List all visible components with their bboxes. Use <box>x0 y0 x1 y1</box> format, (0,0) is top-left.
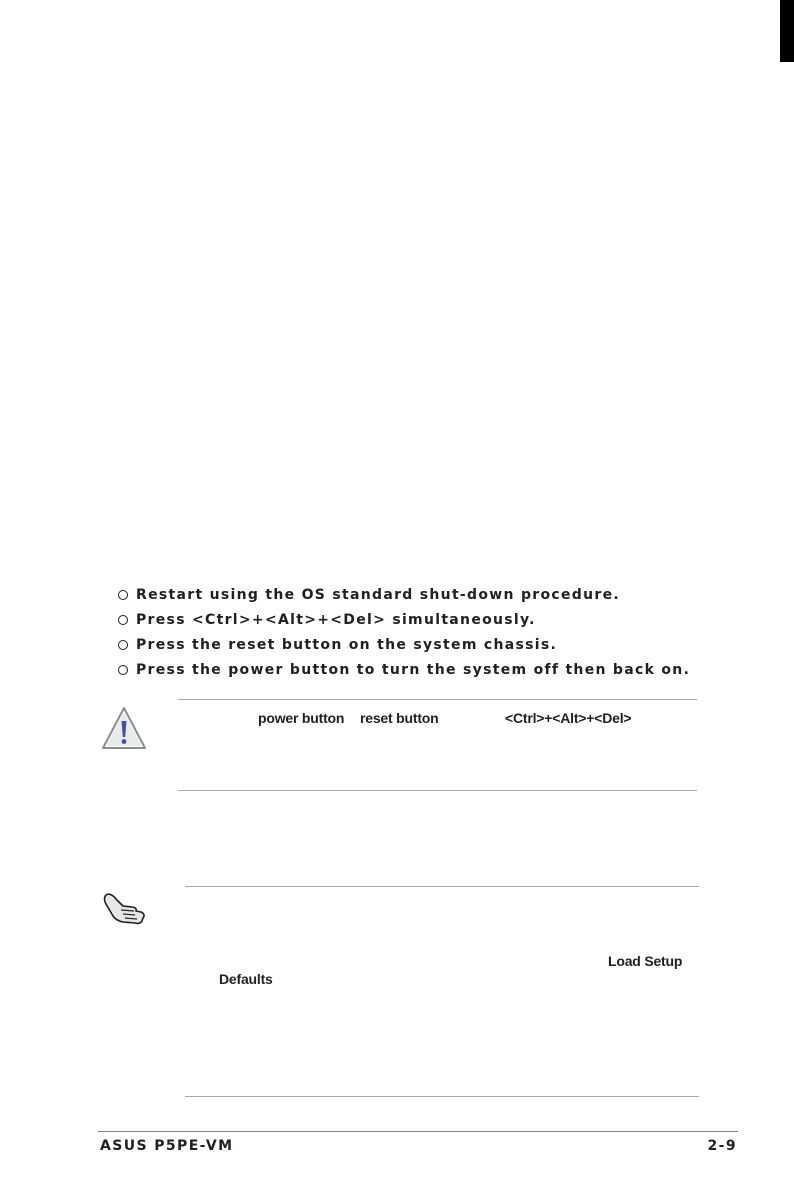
note-term-defaults: Defaults <box>219 971 273 987</box>
list-item <box>118 607 718 632</box>
page-edge-marker <box>780 0 794 62</box>
bullet-circle-icon <box>118 590 128 600</box>
list-item-text: Press <Ctrl>+<Alt>+<Del> simultaneously. <box>136 611 536 628</box>
caution-triangle-icon <box>100 705 148 751</box>
list-item-text: Restart using the OS standard shut-down procedure. <box>136 586 621 603</box>
caution-top-rule <box>178 699 697 700</box>
list-item <box>118 657 718 682</box>
caution-bottom-rule <box>178 790 697 791</box>
note-bottom-rule <box>185 1096 699 1097</box>
bullet-circle-icon <box>118 640 128 650</box>
reset-options-list <box>118 582 718 682</box>
caution-term-power-button: power button <box>258 710 345 726</box>
pointing-hand-icon <box>101 890 149 926</box>
note-term-load-setup: Load Setup <box>608 953 683 969</box>
note-top-rule <box>185 886 699 887</box>
bullet-circle-icon <box>118 615 128 625</box>
list-item-text: Press the reset button on the system chassis. <box>136 636 558 653</box>
caution-term-ctrl-alt-del: <Ctrl>+<Alt>+<Del> <box>505 710 632 726</box>
footer-page-number: 2-9 <box>707 1138 737 1154</box>
list-item <box>118 582 718 607</box>
footer-product-name: ASUS P5PE-VM <box>100 1138 234 1154</box>
footer-rule <box>98 1131 738 1132</box>
bullet-circle-icon <box>118 665 128 675</box>
list-item <box>118 632 718 657</box>
caution-term-reset-button: reset button <box>360 710 439 726</box>
list-item-text: Press the power button to turn the system off then back on. <box>136 661 691 678</box>
